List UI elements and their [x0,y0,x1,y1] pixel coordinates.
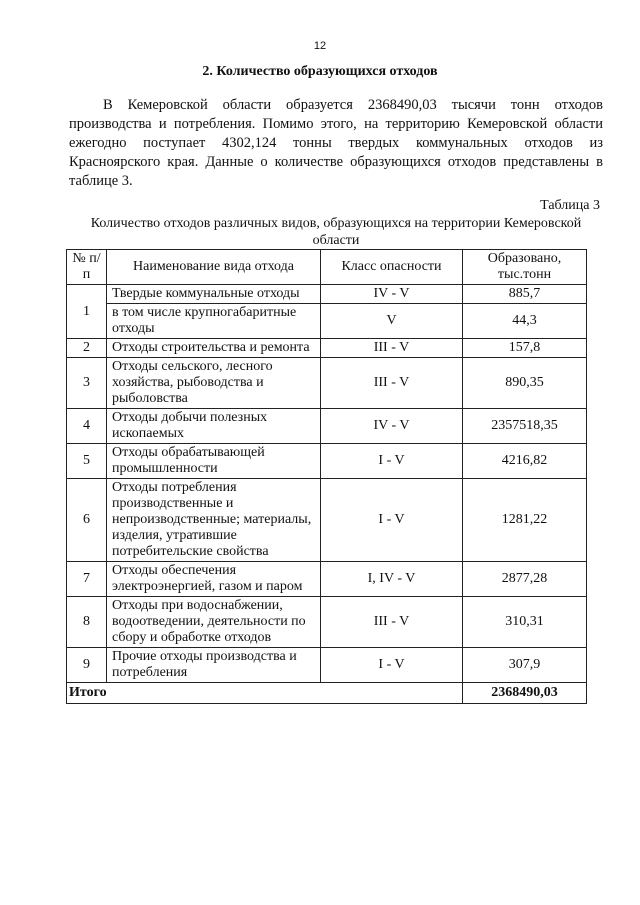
cell-amount: 2357518,35 [463,409,587,444]
cell-amount: 4216,82 [463,444,587,479]
cell-num: 2 [67,339,107,358]
cell-name: Отходы при водоснабжении, водоотведении, деятельности по сбору и обработке отходов [107,597,321,648]
total-label: Итого [67,683,463,704]
cell-name: Отходы сельского, лесного хозяйства, рыбоводства и рыболовства [107,358,321,409]
intro-paragraph: В Кемеровской области образуется 2368490,03 тысячи тонн отходов производства и потребления. Помимо этого, на территорию Кемеровской области ежегодно поступает 4302,124 тонны твердых коммунальных отходов из Красноярского края. Данные о количестве образующихся отходов представлены в таблице 3. [69,97,603,189]
cell-hazard-class: IV - V [321,409,463,444]
total-value: 2368490,03 [463,683,587,704]
cell-amount: 307,9 [463,648,587,683]
table-row [67,444,587,479]
table-row [67,358,587,409]
cell-num: 9 [67,648,107,683]
table-row [67,597,587,648]
cell-amount: 1281,22 [463,479,587,562]
cell-hazard-class: III - V [321,358,463,409]
table-row [67,562,587,597]
cell-hazard-class: I - V [321,479,463,562]
table-header-row [67,250,587,285]
cell-name: Отходы добычи полезных ископаемых [107,409,321,444]
cell-name: Отходы потребления производственные и непроизводственные; материалы, изделия, утратившие потребительские свойства [107,479,321,562]
cell-num: 4 [67,409,107,444]
table-row [67,409,587,444]
table-row [67,339,587,358]
cell-num: 6 [67,479,107,562]
cell-num: 1 [67,285,107,339]
cell-hazard-class: I, IV - V [321,562,463,597]
cell-name: Отходы обеспечения электроэнергией, газом и паром [107,562,321,597]
cell-name: Твердые коммунальные отходы [107,285,321,304]
cell-hazard-class: III - V [321,597,463,648]
cell-name: в том числе крупногабаритные отходы [107,304,321,339]
cell-name: Отходы обрабатывающей промышленности [107,444,321,479]
cell-hazard-class: III - V [321,339,463,358]
cell-hazard-class: IV - V [321,285,463,304]
table-row [67,304,587,339]
cell-amount: 890,35 [463,358,587,409]
section-heading: 2. Количество образующихся отходов [202,64,438,79]
cell-amount: 2877,28 [463,562,587,597]
cell-name: Прочие отходы производства и потребления [107,648,321,683]
table-row [67,479,587,562]
table-label: Таблица 3 [540,198,600,213]
cell-name: Отходы строительства и ремонта [107,339,321,358]
cell-num: 5 [67,444,107,479]
cell-amount: 310,31 [463,597,587,648]
header-hazard-class: Класс опасности [321,250,463,285]
table-row [67,648,587,683]
cell-hazard-class: I - V [321,444,463,479]
cell-num: 7 [67,562,107,597]
cell-hazard-class: I - V [321,648,463,683]
cell-hazard-class: V [321,304,463,339]
header-num: № п/п [67,250,107,285]
cell-num: 3 [67,358,107,409]
cell-amount: 44,3 [463,304,587,339]
header-amount: Образовано, тыс.тонн [463,250,587,285]
cell-amount: 157,8 [463,339,587,358]
page-number: 12 [313,40,327,52]
cell-amount: 885,7 [463,285,587,304]
cell-num: 8 [67,597,107,648]
table-row [67,285,587,304]
table-total-row [67,683,587,704]
waste-table [66,249,587,704]
table-caption: Количество отходов различных видов, образующихся на территории Кемеровской области [90,216,582,248]
header-name: Наименование вида отхода [107,250,321,285]
